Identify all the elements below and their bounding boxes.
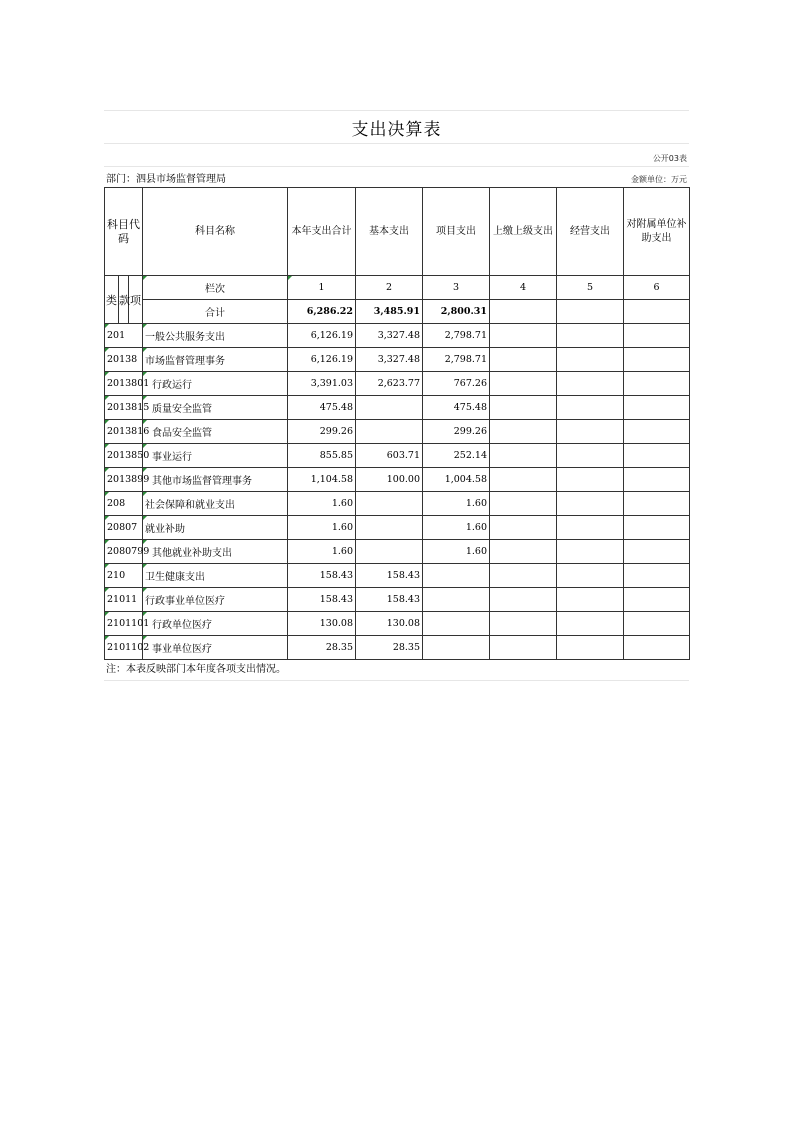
empty-cell: [624, 396, 690, 420]
row-code: 2080799: [105, 540, 143, 564]
row-basic: 3,327.48: [356, 324, 423, 348]
row-basic: 158.43: [356, 588, 423, 612]
empty-cell: [557, 372, 624, 396]
row-project: 767.26: [423, 372, 490, 396]
department-row: [104, 167, 689, 187]
form-code: 公开03表: [652, 154, 687, 163]
row-project: 475.48: [423, 396, 490, 420]
row-name: 市场监督管理事务: [143, 348, 288, 372]
sub-header-kuan: 款: [119, 276, 129, 324]
header-subsidy: 对附属单位补助支出: [624, 188, 690, 276]
table-row: [105, 540, 690, 564]
empty-cell: [557, 564, 624, 588]
empty-cell: [490, 300, 557, 324]
row-basic: 130.08: [356, 612, 423, 636]
row-code: 2101102: [105, 636, 143, 660]
column-number: 4: [490, 276, 557, 300]
row-code: 201: [105, 324, 143, 348]
row-code: 2013815: [105, 396, 143, 420]
sub-header-lei: 类: [105, 276, 119, 324]
empty-cell: [624, 324, 690, 348]
table-body: [105, 324, 690, 660]
empty-cell: [624, 300, 690, 324]
table-row: [105, 372, 690, 396]
row-total: 6,126.19: [288, 324, 356, 348]
empty-cell: [490, 372, 557, 396]
empty-cell: [557, 324, 624, 348]
column-number: 3: [423, 276, 490, 300]
column-number: 1: [288, 276, 356, 300]
row-name: 行政单位医疗: [143, 612, 288, 636]
row-project: [423, 564, 490, 588]
header-project: 项目支出: [423, 188, 490, 276]
row-basic: [356, 516, 423, 540]
empty-cell: [490, 420, 557, 444]
empty-cell: [490, 396, 557, 420]
total-project: 2,800.31: [423, 300, 490, 324]
row-name: 事业运行: [143, 444, 288, 468]
empty-cell: [557, 444, 624, 468]
total-basic: 3,485.91: [356, 300, 423, 324]
expenditure-table: [104, 187, 690, 660]
row-project: 252.14: [423, 444, 490, 468]
row-code: 2013899: [105, 468, 143, 492]
row-code: 2013850: [105, 444, 143, 468]
row-code: 20807: [105, 516, 143, 540]
empty-cell: [557, 612, 624, 636]
empty-cell: [490, 516, 557, 540]
row-name: 一般公共服务支出: [143, 324, 288, 348]
empty-cell: [557, 396, 624, 420]
row-total: 299.26: [288, 420, 356, 444]
expenditure-sheet: [104, 110, 689, 681]
row-total: 475.48: [288, 396, 356, 420]
row-project: 2,798.71: [423, 348, 490, 372]
row-basic: [356, 420, 423, 444]
empty-cell: [557, 300, 624, 324]
row-basic: 2,623.77: [356, 372, 423, 396]
empty-cell: [490, 324, 557, 348]
column-number: 2: [356, 276, 423, 300]
row-name: 质量安全监管: [143, 396, 288, 420]
empty-cell: [624, 588, 690, 612]
empty-cell: [490, 444, 557, 468]
header-basic: 基本支出: [356, 188, 423, 276]
table-row: [105, 588, 690, 612]
empty-cell: [624, 468, 690, 492]
row-code: 2101101: [105, 612, 143, 636]
empty-cell: [557, 636, 624, 660]
empty-cell: [490, 612, 557, 636]
table-row: [105, 348, 690, 372]
row-project: 2,798.71: [423, 324, 490, 348]
row-total: 130.08: [288, 612, 356, 636]
row-total: 158.43: [288, 564, 356, 588]
empty-cell: [490, 492, 557, 516]
row-total: 3,391.03: [288, 372, 356, 396]
row-label: 栏次: [143, 276, 288, 300]
column-number-row: [105, 276, 690, 300]
empty-cell: [557, 516, 624, 540]
row-basic: 158.43: [356, 564, 423, 588]
empty-cell: [490, 468, 557, 492]
row-code: 2013801: [105, 372, 143, 396]
empty-cell: [557, 540, 624, 564]
row-basic: 100.00: [356, 468, 423, 492]
header-total: 本年支出合计: [288, 188, 356, 276]
total-label: 合计: [143, 300, 288, 324]
empty-cell: [557, 348, 624, 372]
row-total: 855.85: [288, 444, 356, 468]
sheet-title: 支出决算表: [104, 110, 689, 144]
row-basic: 603.71: [356, 444, 423, 468]
empty-cell: [557, 468, 624, 492]
table-row: [105, 636, 690, 660]
empty-cell: [624, 444, 690, 468]
row-total: 1.60: [288, 492, 356, 516]
total-value: 6,286.22: [288, 300, 356, 324]
row-name: 其他就业补助支出: [143, 540, 288, 564]
row-code: 2013816: [105, 420, 143, 444]
table-row: [105, 420, 690, 444]
empty-cell: [624, 612, 690, 636]
header-business: 经营支出: [557, 188, 624, 276]
header-code: 科目代码: [105, 188, 143, 276]
row-project: 299.26: [423, 420, 490, 444]
row-total: 158.43: [288, 588, 356, 612]
row-basic: 3,327.48: [356, 348, 423, 372]
empty-cell: [624, 420, 690, 444]
empty-cell: [490, 564, 557, 588]
row-project: [423, 636, 490, 660]
empty-cell: [490, 540, 557, 564]
empty-cell: [490, 636, 557, 660]
total-row: [105, 300, 690, 324]
row-name: 就业补助: [143, 516, 288, 540]
row-project: 1,004.58: [423, 468, 490, 492]
row-total: 1.60: [288, 516, 356, 540]
column-number: 5: [557, 276, 624, 300]
row-name: 食品安全监管: [143, 420, 288, 444]
row-total: 1,104.58: [288, 468, 356, 492]
row-total: 1.60: [288, 540, 356, 564]
empty-cell: [557, 420, 624, 444]
row-total: 6,126.19: [288, 348, 356, 372]
header-row: [105, 188, 690, 276]
table-row: [105, 468, 690, 492]
table-row: [105, 444, 690, 468]
empty-cell: [624, 372, 690, 396]
row-code: 208: [105, 492, 143, 516]
header-name: 科目名称: [143, 188, 288, 276]
row-project: 1.60: [423, 516, 490, 540]
row-name: 行政事业单位医疗: [143, 588, 288, 612]
row-basic: 28.35: [356, 636, 423, 660]
row-basic: [356, 396, 423, 420]
row-name: 卫生健康支出: [143, 564, 288, 588]
table-row: [105, 612, 690, 636]
row-name: 行政运行: [143, 372, 288, 396]
row-total: 28.35: [288, 636, 356, 660]
row-name: 其他市场监督管理事务: [143, 468, 288, 492]
table-row: [105, 516, 690, 540]
row-project: [423, 612, 490, 636]
row-code: 21011: [105, 588, 143, 612]
row-basic: [356, 540, 423, 564]
unit-label: 金额单位：万元: [631, 175, 687, 184]
department-label: 部门：泗县市场监督管理局: [106, 174, 226, 185]
footnote: 注：本表反映部门本年度各项支出情况。: [104, 660, 689, 681]
table-row: [105, 324, 690, 348]
row-project: 1.60: [423, 492, 490, 516]
empty-cell: [490, 588, 557, 612]
row-code: 20138: [105, 348, 143, 372]
form-code-row: [104, 144, 689, 167]
column-number: 6: [624, 276, 690, 300]
table-row: [105, 492, 690, 516]
sub-header-xiang: 项: [129, 276, 143, 324]
table-row: [105, 396, 690, 420]
header-upper: 上缴上级支出: [490, 188, 557, 276]
empty-cell: [490, 348, 557, 372]
row-name: 事业单位医疗: [143, 636, 288, 660]
empty-cell: [624, 516, 690, 540]
empty-cell: [624, 636, 690, 660]
row-code: 210: [105, 564, 143, 588]
table-row: [105, 564, 690, 588]
empty-cell: [557, 492, 624, 516]
empty-cell: [557, 588, 624, 612]
row-project: 1.60: [423, 540, 490, 564]
empty-cell: [624, 348, 690, 372]
row-name: 社会保障和就业支出: [143, 492, 288, 516]
empty-cell: [624, 492, 690, 516]
row-project: [423, 588, 490, 612]
row-basic: [356, 492, 423, 516]
empty-cell: [624, 564, 690, 588]
empty-cell: [624, 540, 690, 564]
